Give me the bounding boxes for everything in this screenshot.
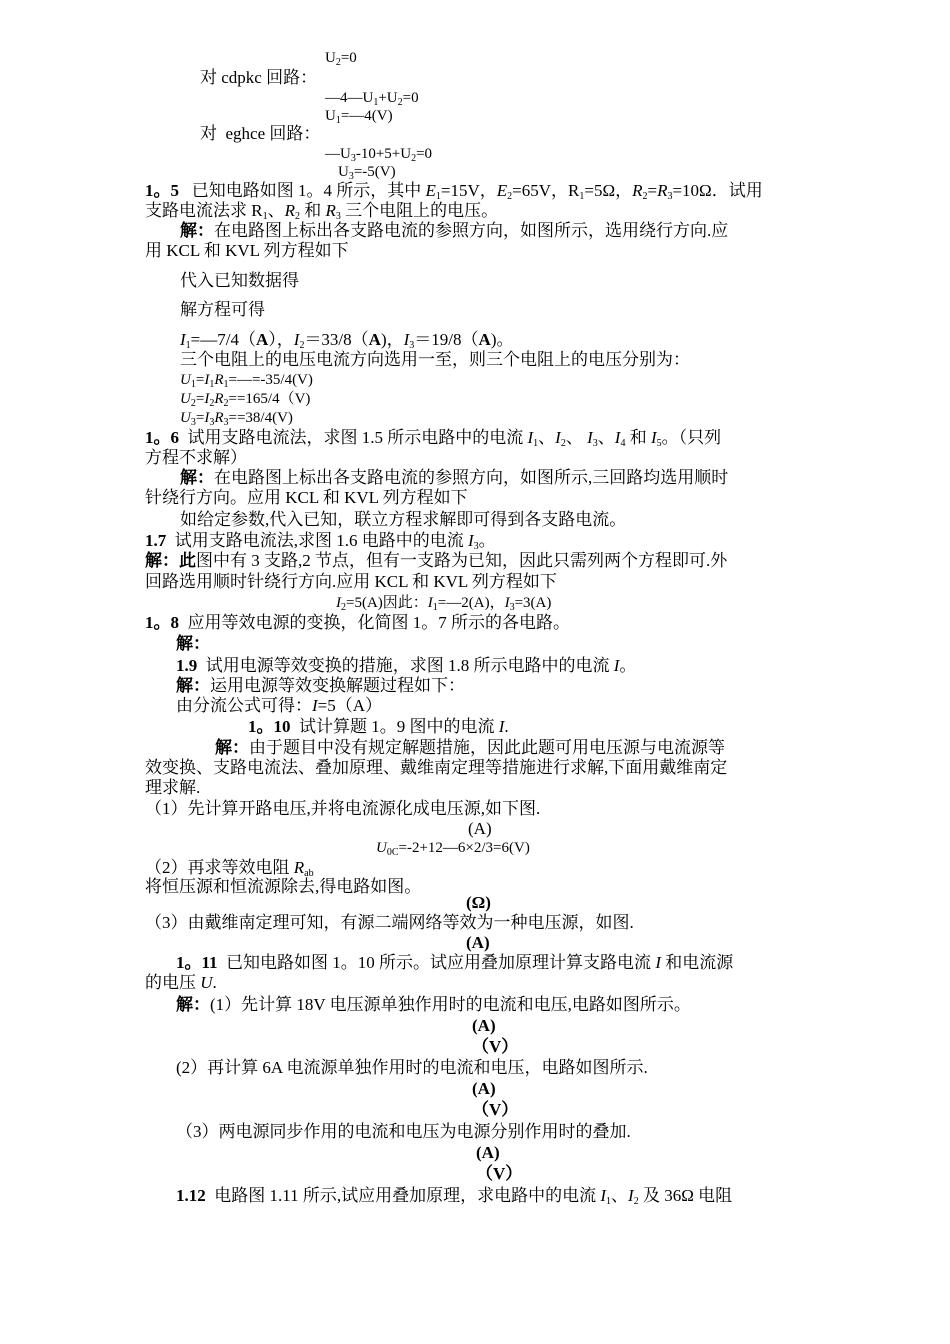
text-line: 由分流公式可得：I=5（A） (176, 696, 383, 715)
text-line: 1.7 试用支路电流法,求图 1.6 电路中的电流 $I_3$。 (145, 531, 496, 552)
text-line: 解：运用电源等效变换解题过程如下： (176, 676, 465, 695)
text-line: 如给定参数,代入已知，联立方程求解即可得到各支路电流。 (180, 510, 627, 529)
text-line: 用 KCL 和 KVL 列方程如下 (145, 241, 349, 260)
text-line: 回路选用顺时针绕行方向.应用 KCL 和 KVL 列方程如下 (145, 572, 557, 591)
text-line: （1）先计算开路电压,并将电流源化成电压源,如下图. (145, 799, 541, 818)
text-line: 对 cdpkc 回路： (200, 68, 318, 87)
text-line: 1。5 已知电路如图 1。4 所示，其中 $E_1=15V$，$E_2=65V$，$R_1=5\Omega$，$R_2=R_3=10\Omega$．试用 (145, 181, 763, 202)
text-line: （V） (472, 1100, 519, 1119)
text-line: （V） (476, 1164, 523, 1183)
text-line: 解：(1）先计算 18V 电压源单独作用时的电流和电压,电路如图所示。 (176, 995, 691, 1014)
text-line: （2）再求等效电阻 $R_{ab}$ (145, 858, 314, 879)
text-line: 1.12 电路图 1.11 所示,试应用叠加原理，求电路中的电流 $I_1$、$I_2$ 及 36Ω 电阻 (176, 1186, 733, 1207)
text-line: $U_2=I_2R_2==165/4(V)$ (180, 391, 311, 409)
text-line: 方程不求解） (145, 448, 247, 467)
text-line: 解： (176, 634, 210, 653)
text-line: (2）再计算 6A 电流源单独作用时的电流和电压，电路如图所示. (176, 1058, 648, 1077)
text-line: (A) (472, 1016, 496, 1035)
text-line: 解方程可得 (180, 300, 265, 319)
text-line: $—4—U_1+U_2=0$ (325, 90, 419, 108)
text-line: (A) (466, 933, 490, 952)
text-line: 解：在电路图上标出各支路电流的参照方向，如图所示，选用绕行方向.应 (180, 221, 729, 240)
text-line: 效变换、支路电流法、叠加原理、戴维南定理等措施进行求解,下面用戴维南定 (145, 758, 728, 777)
text-line: 解：在电路图上标出各支路电流的参照方向，如图所示,三回路均选用顺时 (180, 468, 729, 487)
text-line: (Ω) (466, 893, 491, 912)
text-line: 支路电流法求 $R_1$、$R_2$ 和 $R_3$ 三个电阻上的电压。 (145, 201, 499, 222)
text-line: 1。11 已知电路如图 1。10 所示。试应用叠加原理计算支路电流 I 和电流源 (176, 953, 734, 972)
text-line: $I_2=5(A)$因此：$I_1=—2(A)$，$I_3=3(A)$ (336, 595, 552, 613)
text-line: $U_1=I_1R_1=—=-35/4(V)$ (180, 372, 313, 390)
text-line: 三个电阻上的电压电流方向选用一至，则三个电阻上的电压分别为： (180, 350, 690, 369)
text-line: $—U_3-10+5+U_2=0$ (325, 146, 433, 164)
text-line: 的电压 U. (145, 973, 217, 992)
text-line: （V） (472, 1037, 519, 1056)
text-line: 对 eghce 回路： (200, 124, 321, 143)
text-line: 1。8 应用等效电源的变换，化简图 1。7 所示的各电路。 (145, 613, 570, 632)
text-line: 解：由于题目中没有规定解题措施，因此此题可用电压源与电流源等 (215, 738, 725, 757)
text-line: （3）由戴维南定理可知，有源二端网络等效为一种电压源，如图. (145, 913, 634, 932)
text-line: (A) (468, 819, 492, 838)
text-line: $I_1=—7/4(A)$，$I_2=33/8(A)$，$I_3=19/8(A)$。 (180, 330, 514, 351)
text-line: 1。10 试计算题 1。9 图中的电流 I. (248, 717, 509, 736)
text-line: 解：此图中有 3 支路,2 节点，但有一支路为已知，因此只需列两个方程即可.外 (145, 551, 728, 570)
text-line: (A) (472, 1079, 496, 1098)
text-line: $U_1=—4(V)$ (325, 108, 393, 126)
text-line: 1.9 试用电源等效变换的措施，求图 1.8 所示电路中的电流 I。 (176, 656, 637, 675)
text-line: (A) (476, 1143, 500, 1162)
text-line: $U_3=-5(V)$ (338, 164, 396, 182)
text-line: 代入已知数据得 (180, 271, 299, 290)
text-line: 理求解. (145, 778, 201, 797)
text-line: 将恒压源和恒流源除去,得电路如图。 (145, 877, 422, 896)
text-line: $U_{0C}=-2+12—6\times 2/3=6(V)$ (376, 840, 530, 858)
text-line: （3）两电源同步作用的电流和电压为电源分别作用时的叠加. (176, 1122, 631, 1141)
text-line: $U_3=I_3R_3==38/4(V)$ (180, 410, 293, 428)
text-line: $U_2=0$ (325, 50, 357, 68)
text-line: 针绕行方向。应用 KCL 和 KVL 列方程如下 (145, 488, 468, 507)
text-line: 1。6 试用支路电流法，求图 1.5 所示电路中的电流 $I_1$、$I_2$、 $I_3$、$I_4$ 和 $I_5$。（只列 (145, 428, 722, 449)
